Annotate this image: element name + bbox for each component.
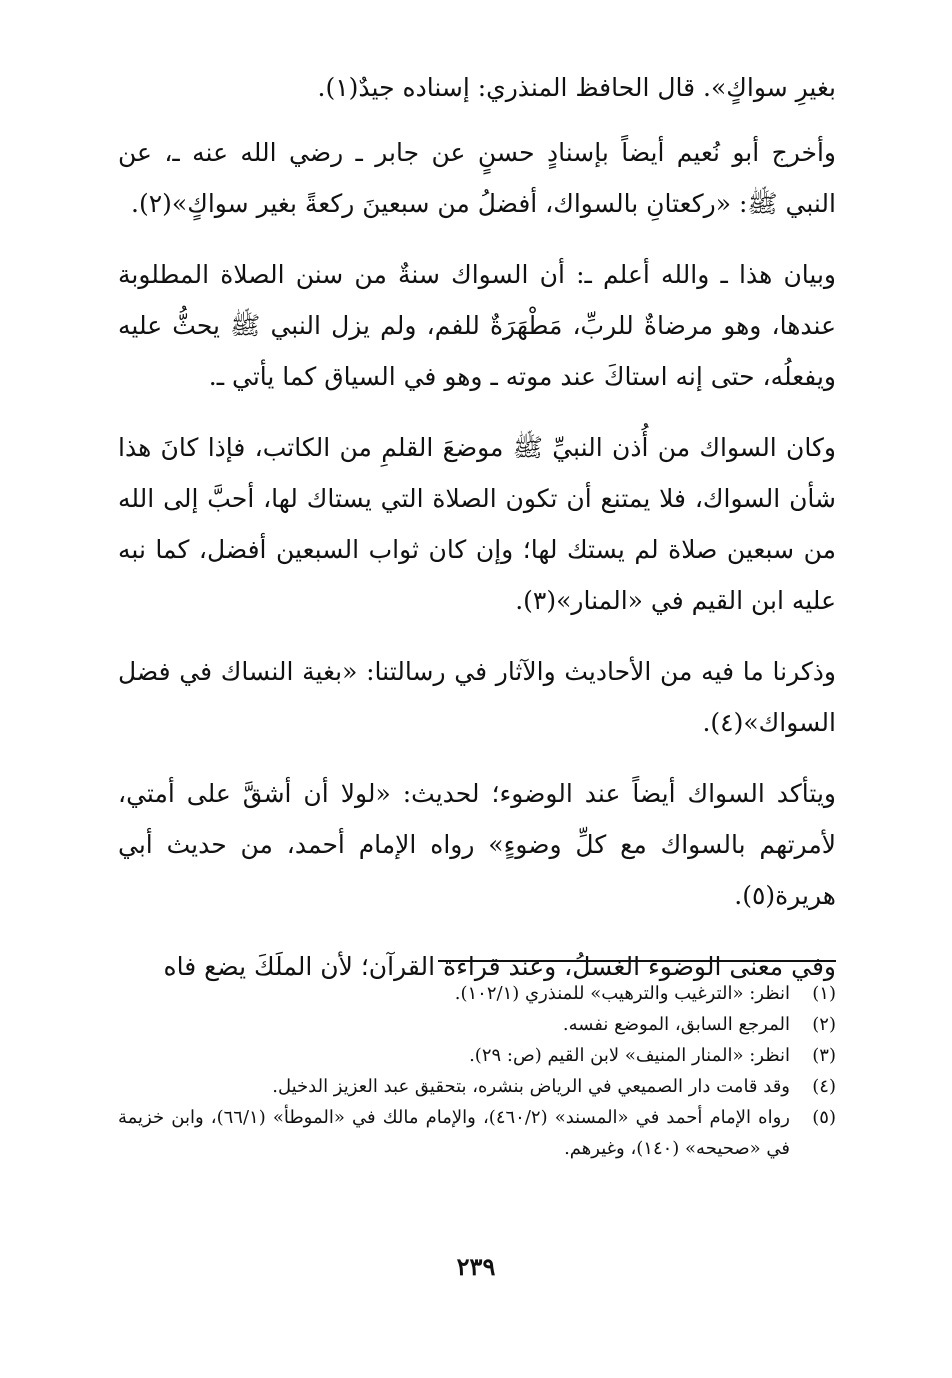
footnote-text: رواه الإمام أحمد في «المسند» (٤٦٠/٢)، والإمام مالك في «الموطأ» (٦٦/١)، وابن خزيمة في «صحيحه» (١٤٠)، وغيرهم. [118, 1107, 790, 1159]
paragraph-4: وكان السواك من أُذن النبيِّ ﷺ موضعَ القلمِ من الكاتب، فإذا كانَ هذا شأن السواك، فلا يمتنع أن تكون الصلاة التي يستاك لها، أحبَّ إلى الله من سبعين صلاة لم يستك لها؛ وإن كان ثواب السبعين أفضل، كما نبه عليه ابن القيم في «المنار»(٣). [118, 433, 836, 615]
footnotes [118, 978, 836, 1164]
paragraph-6: ويتأكد السواك أيضاً عند الوضوء؛ لحديث: «لولا أن أشقَّ على أمتي، لأمرتهم بالسواك مع كلِّ وضوءٍ» رواه الإمام أحمد، من حديث أبي هريرة(٥). [118, 779, 836, 910]
footnote-number: (١) [812, 983, 836, 1004]
footnote-number: (٢) [812, 1014, 836, 1035]
paragraph-7: وفي معنى الوضوء الغسلُ، وعند قراءة القرآن؛ لأن الملَكَ يضع فاه [163, 952, 836, 981]
footnote-separator [438, 960, 836, 962]
page-number: ٢٣٩ [456, 1252, 496, 1281]
footnote-3 [118, 1040, 836, 1071]
paragraph-3: وبيان هذا ـ والله أعلم ـ: أن السواك سنةٌ من سنن الصلاة المطلوبة عندها، وهو مرضاةٌ للربِّ، مَطْهَرَةٌ للفم، ولم يزل النبي ﷺ يحثُّ عليه ويفعلُه، حتى إنه استاكَ عند موته ـ وهو في السياق كما يأتي ـ. [118, 260, 836, 391]
footnote-2 [118, 1009, 836, 1040]
footnote-4 [118, 1071, 836, 1102]
footnote-number: (٥) [812, 1107, 836, 1128]
paragraph-5: وذكرنا ما فيه من الأحاديث والآثار في رسالتنا: «بغية النساك في فضل السواك»(٤). [118, 657, 836, 737]
footnote-text: انظر: «الترغيب والترهيب» للمنذري (١٠٢/١). [454, 983, 790, 1004]
footnote-number: (٤) [812, 1076, 836, 1097]
main-text [118, 62, 836, 1012]
footnote-1 [118, 978, 836, 1009]
footnote-5 [118, 1102, 836, 1164]
paragraph-2: وأخرج أبو نُعيم أيضاً بإسنادٍ حسنٍ عن جابر ـ رضي الله عنه ـ، عن النبي ﷺ: «ركعتانِ بالسواك، أفضلُ من سبعينَ ركعةً بغير سواكٍ»(٢). [118, 138, 836, 218]
paragraph-1: بغيرِ سواكٍ». قال الحافظ المنذري: إسناده جيدٌ(١). [317, 73, 836, 102]
footnote-text: انظر: «المنار المنيف» لابن القيم (ص: ٢٩). [469, 1045, 790, 1066]
footnote-text: المرجع السابق، الموضع نفسه. [562, 1014, 790, 1035]
footnote-number: (٣) [812, 1045, 836, 1066]
footnote-text: وقد قامت دار الصميعي في الرياض بنشره، بتحقيق عبد العزيز الدخيل. [272, 1076, 790, 1097]
